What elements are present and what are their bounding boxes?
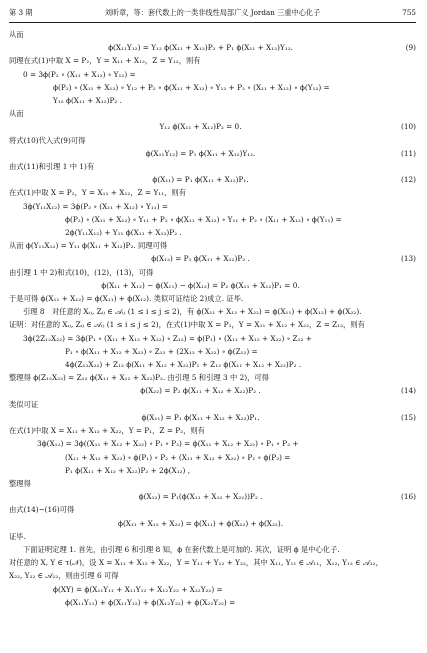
line-text: ϕ(X₁₁Y₁₁) + ϕ(X₁₁Y₁₂) + ϕ(X₁₂Y₂₂) + ϕ(X₂₂Y₂₂) =	[65, 597, 236, 607]
text-line	[9, 305, 416, 318]
line-text: 在式(1)中取 X = P₂，Y = X₁₁ + X₁₂，Z = Y₁₁，则有	[9, 188, 187, 198]
line-text: 3ϕ(2Z₁₂X₂₂) = 3ϕ(P₁ ∘ (X₁₁ + X₁₂ + X₂₂) ∘ Z₁₂) = ϕ(P₁) ∘ (X₁₁ + X₁₂ + X₂₂) ∘ Z₁₂ +	[23, 333, 312, 343]
equation-number: (9)	[405, 43, 416, 53]
text-line	[9, 583, 416, 596]
text-line	[9, 81, 416, 94]
text-line	[9, 437, 416, 450]
text-line	[9, 292, 416, 305]
line-text: 将式(10)代入式(9)可得	[9, 135, 86, 145]
text-line	[9, 556, 416, 569]
equation-number: (15)	[401, 412, 416, 422]
text-line	[9, 530, 416, 543]
line-text: 由式(14)~(16)可得	[9, 505, 75, 515]
text-line	[9, 358, 416, 371]
text-line	[9, 28, 416, 41]
equation-line	[9, 411, 416, 424]
line-text: ϕ(P₂) ∘ (X₁₁ + X₁₂) ∘ Y₁₁ + P₂ ∘ ϕ(X₁₁ + X₁₂) ∘ Y₁₁ + P₂ ∘ (X₁₁ + X₁₂) ∘ ϕ(Y₁₁) =	[65, 214, 342, 224]
line-text: 整理得	[9, 478, 31, 488]
line-text: 证毕.	[9, 531, 26, 541]
line-text: 2ϕ(Y₁₁X₁₂) + Y₁₁ ϕ(X₁₁ + X₁₂)P₂ .	[65, 228, 182, 238]
text-line	[9, 464, 416, 477]
line-text: 同理在式(1)中取 X = P₂，Y = X₁₁ + X₁₂，Z = Y₁₂，则有	[9, 56, 201, 66]
line-text: ϕ(X₁₂) = P₁(ϕ(X₁₁ + X₁₂ + X₂₂))P₂ .	[138, 492, 263, 502]
equation-line	[9, 384, 416, 397]
equation-line	[9, 120, 416, 133]
line-text: 3ϕ(X₁₂) = 3ϕ((X₁₁ + X₁₂ + X₂₂) ∘ P₁ ∘ P₂) = ϕ(X₁₁ + X₁₂ + X₂₂) ∘ P₁ ∘ P₂ +	[37, 439, 299, 449]
equation-number: (12)	[401, 175, 416, 185]
text-line	[9, 213, 416, 226]
line-text: ϕ(P₂) ∘ (X₁₁ + X₁₂) ∘ Y₁₂ + P₂ ∘ ϕ(X₁₁ + X₁₂) ∘ Y₁₂ + P₂ ∘ (X₁₁ + X₁₂) ∘ ϕ(Y₁₂) =	[53, 82, 330, 92]
line-text: ϕ(X₁₁ + X₁₂) − ϕ(X₁₁) − ϕ(X₁₂) = P₂ ϕ(X₁₁ + X₁₂)P₁ = 0.	[101, 280, 300, 290]
line-text: ϕ(X₁₁) = P₁ ϕ(X₁₁ + X₁₂)P₁.	[152, 175, 249, 185]
equation-line	[9, 252, 416, 265]
line-text: ϕ(XY) = ϕ(X₁₁Y₁₁ + X₁₁Y₁₂ + X₁₂Y₂₂ + X₂₂Y₂₂) =	[53, 584, 223, 594]
line-text: 于是可得 ϕ(X₁₁ + X₁₂) = ϕ(X₁₁) + ϕ(X₁₂). 类似可证结论 2)成立. 证毕.	[9, 294, 244, 304]
page-number: 755	[402, 8, 416, 17]
page-header	[9, 5, 416, 21]
line-text: ϕ(X₂₂) = P₂ ϕ(X₁₁ + X₁₂ + X₂₂)P₂ .	[140, 386, 261, 396]
line-text: 对任意的 X, Y ∈ τ(𝒩)，设 X = X₁₁ + X₁₂ + X₂₂，Y = Y₁₁ + Y₁₂ + Y₂₂，其中 X₁₁, Y₁₁ ∈ 𝒜₁₁，X₁₂, Y₁₂ ∈ 𝒜₁₂，	[9, 558, 383, 568]
text-line	[9, 186, 416, 199]
line-text: 0 = 3ϕ(P₂ ∘ (X₁₁ + X₁₂) ∘ Y₁₂) =	[23, 69, 136, 79]
line-text: (X₁₁ + X₁₂ + X₂₂) ∘ ϕ(P₁) ∘ P₂ + (X₁₁ + X₁₂ + X₂₂) ∘ P₁ ∘ ϕ(P₂) =	[65, 452, 291, 462]
text-line	[9, 371, 416, 384]
line-text: ϕ(X₁₁Y₁₂) = Y₁₂ ϕ(X₁₁ + X₁₂)P₂ + P₁ ϕ(X₁₁ + X₁₂)Y₁₂.	[108, 43, 293, 53]
line-text: 从而	[9, 30, 24, 39]
text-line	[9, 596, 416, 609]
text-line	[9, 279, 416, 292]
text-line	[9, 424, 416, 437]
equation-number: (16)	[401, 492, 416, 502]
text-line	[9, 543, 416, 556]
text-line	[9, 318, 416, 331]
text-line	[9, 451, 416, 464]
text-line	[9, 226, 416, 239]
equation-line	[9, 147, 416, 160]
text-line	[9, 239, 416, 252]
line-text: P₁ ∘ ϕ(X₁₁ + X₁₂ + X₂₂) ∘ Z₁₂ + (2X₁₂ + X₂₂) ∘ ϕ(Z₁₂) =	[65, 346, 258, 356]
text-line	[9, 332, 416, 345]
text-line	[9, 569, 416, 582]
line-text: 在式(1)中取 X = X₁₁ + X₁₂ + X₂₂，Y = P₁，Z = P₂，则有	[9, 426, 205, 436]
line-text: P₁ ϕ(X₁₁ + X₁₂ + X₂₂)P₂ + 2ϕ(X₁₂) ,	[65, 465, 191, 475]
header-rule	[9, 22, 416, 23]
equation-number: (13)	[401, 254, 416, 264]
text-line	[9, 160, 416, 173]
equation-number: (14)	[401, 386, 416, 396]
text-line	[9, 517, 416, 530]
text-line	[9, 54, 416, 67]
text-line	[9, 200, 416, 213]
line-text: 证明：对任意的 Xᵢⱼ, Zᵢⱼ ∈ 𝒜ᵢⱼ (1 ≤ i ≤ j ≤ 2)，在式(1)中取 X = P₁，Y = X₁₁ + X₁₂ + X₂₂，Z = Z₁₂，则有	[9, 320, 365, 330]
line-text: 从而	[9, 109, 24, 119]
line-text: ϕ(X₁₂) = P₁ ϕ(X₁₁ + X₁₂)P₂ .	[151, 254, 250, 264]
running-title: 刘昕章，等：套代数上的一类非线性局部广义 Jordan 三重中心化子	[104, 8, 321, 17]
text-line	[9, 345, 416, 358]
equation-line	[9, 490, 416, 503]
issue-number: 第 3 期	[9, 8, 33, 17]
text-line	[9, 477, 416, 490]
equation-line	[9, 41, 416, 54]
line-text: 由引理 1 中 2)和式(10)，(12)，(13)，可得	[9, 267, 154, 277]
line-text: 下面证明定理 1. 首先，由引理 6 和引理 8 知，ϕ 在套代数上是可加的. 其次，证明 ϕ 是中心化子.	[23, 544, 340, 554]
text-line	[9, 94, 416, 107]
text-line	[9, 107, 416, 120]
line-text: 3ϕ(Y₁₁X₁₂) = 3ϕ(P₂ ∘ (X₁₁ + X₁₂) ∘ Y₁₁) =	[23, 201, 168, 211]
text-line	[9, 68, 416, 81]
line-text: Y₁₂ ϕ(X₁₁ + X₁₂)P₂ = 0.	[159, 122, 242, 132]
line-text: 整理得 ϕ(Z₁₂X₂₂) = Z₁₂ ϕ(X₁₁ + X₁₂ + X₂₂)P₂. 由引理 5 和引理 3 中 2)，可得	[9, 373, 269, 383]
equation-line	[9, 173, 416, 186]
line-text: 由式(11)和引理 1 中 1)有	[9, 162, 95, 172]
line-text: X₂₂, Y₂₂ ∈ 𝒜₂₂，则由引理 6 可得	[9, 571, 119, 581]
lemma-statement: 引理 8 对任意的 Xᵢⱼ, Zᵢⱼ ∈ 𝒜ᵢⱼ (1 ≤ i ≤ j ≤ 2)，有 ϕ(X₁₁ + X₁₂ + X₂₂) = ϕ(X₁₁) + ϕ(X₁₂) + ϕ(X₂₂).	[23, 307, 362, 317]
equation-number: (11)	[401, 148, 416, 158]
line-text: ϕ(X₁₁Y₁₂) = P₁ ϕ(X₁₁ + X₁₂)Y₁₂.	[145, 148, 256, 158]
text-line	[9, 266, 416, 279]
line-text: 4ϕ(Z₁₂X₂₂) + Z₁₂ ϕ(X₁₁ + X₁₂ + X₂₂)P₁ + Z₁₂ ϕ(X₁₁ + X₁₂ + X₂₂)P₂ .	[65, 360, 302, 370]
line-text: 类似可证	[9, 399, 39, 409]
equation-number: (10)	[401, 122, 416, 132]
paper-body	[9, 28, 416, 609]
text-line	[9, 134, 416, 147]
line-text: ϕ(X₁₁ + X₁₂ + X₂₂) = ϕ(X₁₁) + ϕ(X₁₂) + ϕ(X₂₂).	[117, 518, 284, 528]
line-text: Y₁₂ ϕ(X₁₁ + X₁₂)P₂ .	[53, 96, 122, 106]
text-line	[9, 398, 416, 411]
line-text: 从而 ϕ(Y₁₁X₁₂) = Y₁₁ ϕ(X₁₁ + X₁₂)P₂. 同理可得	[9, 241, 168, 251]
line-text: ϕ(X₁₁) = P₁ ϕ(X₁₁ + X₁₂ + X₂₂)P₁.	[141, 412, 260, 422]
text-line	[9, 503, 416, 516]
